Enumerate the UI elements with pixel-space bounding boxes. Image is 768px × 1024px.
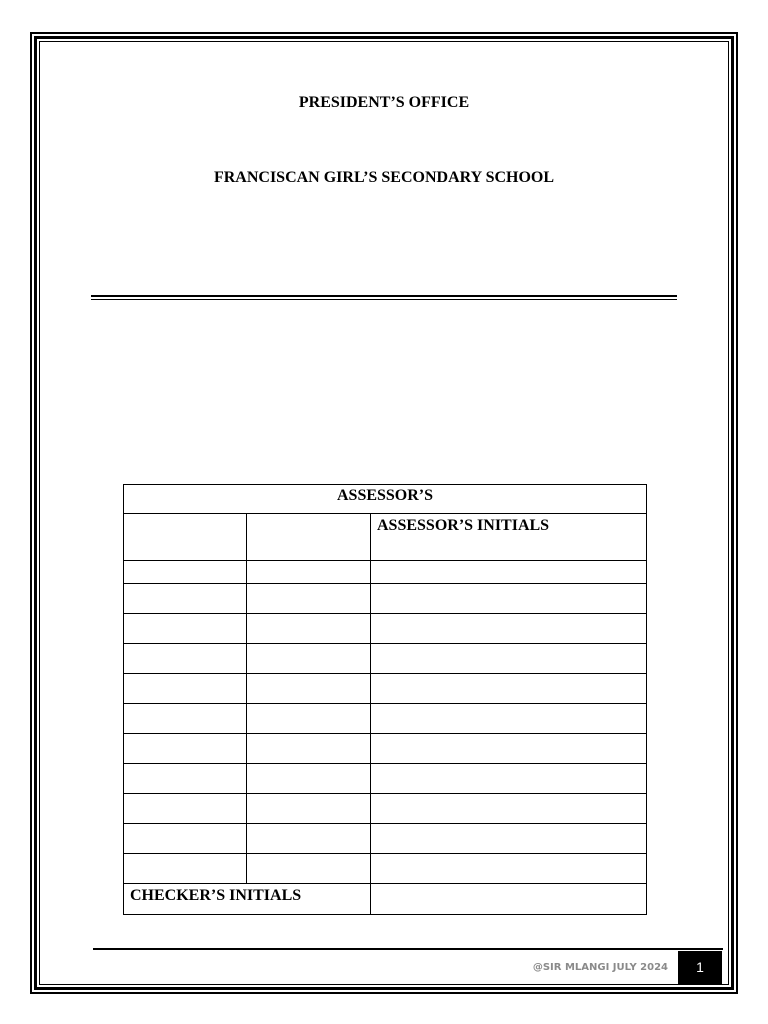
table-cell <box>124 854 247 884</box>
table-cell <box>371 764 647 794</box>
table-row <box>124 854 647 884</box>
table-cell <box>247 644 371 674</box>
table-row <box>124 644 647 674</box>
table-cell <box>371 644 647 674</box>
table-cell <box>124 734 247 764</box>
table-cell <box>371 734 647 764</box>
table-cell <box>247 854 371 884</box>
table-cell <box>124 674 247 704</box>
table-row <box>124 561 647 584</box>
page-number: 1 <box>678 951 722 984</box>
table-cell <box>247 764 371 794</box>
table-cell <box>247 704 371 734</box>
column-header-2 <box>247 514 371 561</box>
table-cell <box>247 561 371 584</box>
table-row <box>124 764 647 794</box>
table-cell <box>371 824 647 854</box>
office-heading: PRESIDENT’S OFFICE <box>298 94 470 111</box>
table-cell <box>124 824 247 854</box>
checker-initials-label: CHECKER’S INITIALS <box>124 884 371 915</box>
table-cell <box>124 704 247 734</box>
table-row <box>124 704 647 734</box>
table-title: ASSESSOR’S <box>124 485 647 514</box>
table-cell <box>124 764 247 794</box>
school-heading: FRANCISCAN GIRL’S SECONDARY SCHOOL <box>213 169 555 186</box>
table-cell <box>124 794 247 824</box>
table-cell <box>371 854 647 884</box>
column-header-1 <box>124 514 247 561</box>
table-cell <box>247 674 371 704</box>
table-cell <box>371 794 647 824</box>
table-row <box>124 734 647 764</box>
table-cell <box>371 674 647 704</box>
table-cell <box>247 824 371 854</box>
footer-divider <box>93 948 723 950</box>
checker-initials-cell <box>371 884 647 915</box>
table-cell <box>371 584 647 614</box>
footer-credit: @SIR MLANGI JULY 2024 <box>532 962 668 973</box>
table-cell <box>371 561 647 584</box>
table-cell <box>371 704 647 734</box>
table-cell <box>247 734 371 764</box>
table-cell <box>124 561 247 584</box>
table-row <box>124 674 647 704</box>
divider-thick <box>91 295 677 297</box>
table-row <box>124 584 647 614</box>
table-cell <box>124 644 247 674</box>
divider-thin <box>91 299 677 300</box>
table-cell <box>247 584 371 614</box>
table-cell <box>247 614 371 644</box>
table-cell <box>124 584 247 614</box>
table-cell <box>371 614 647 644</box>
table-row <box>124 824 647 854</box>
table-row <box>124 794 647 824</box>
table-cell <box>124 614 247 644</box>
table-cell <box>247 794 371 824</box>
column-header-assessor-initials: ASSESSOR’S INITIALS <box>371 514 647 561</box>
table-row <box>124 614 647 644</box>
assessment-table <box>123 484 647 915</box>
